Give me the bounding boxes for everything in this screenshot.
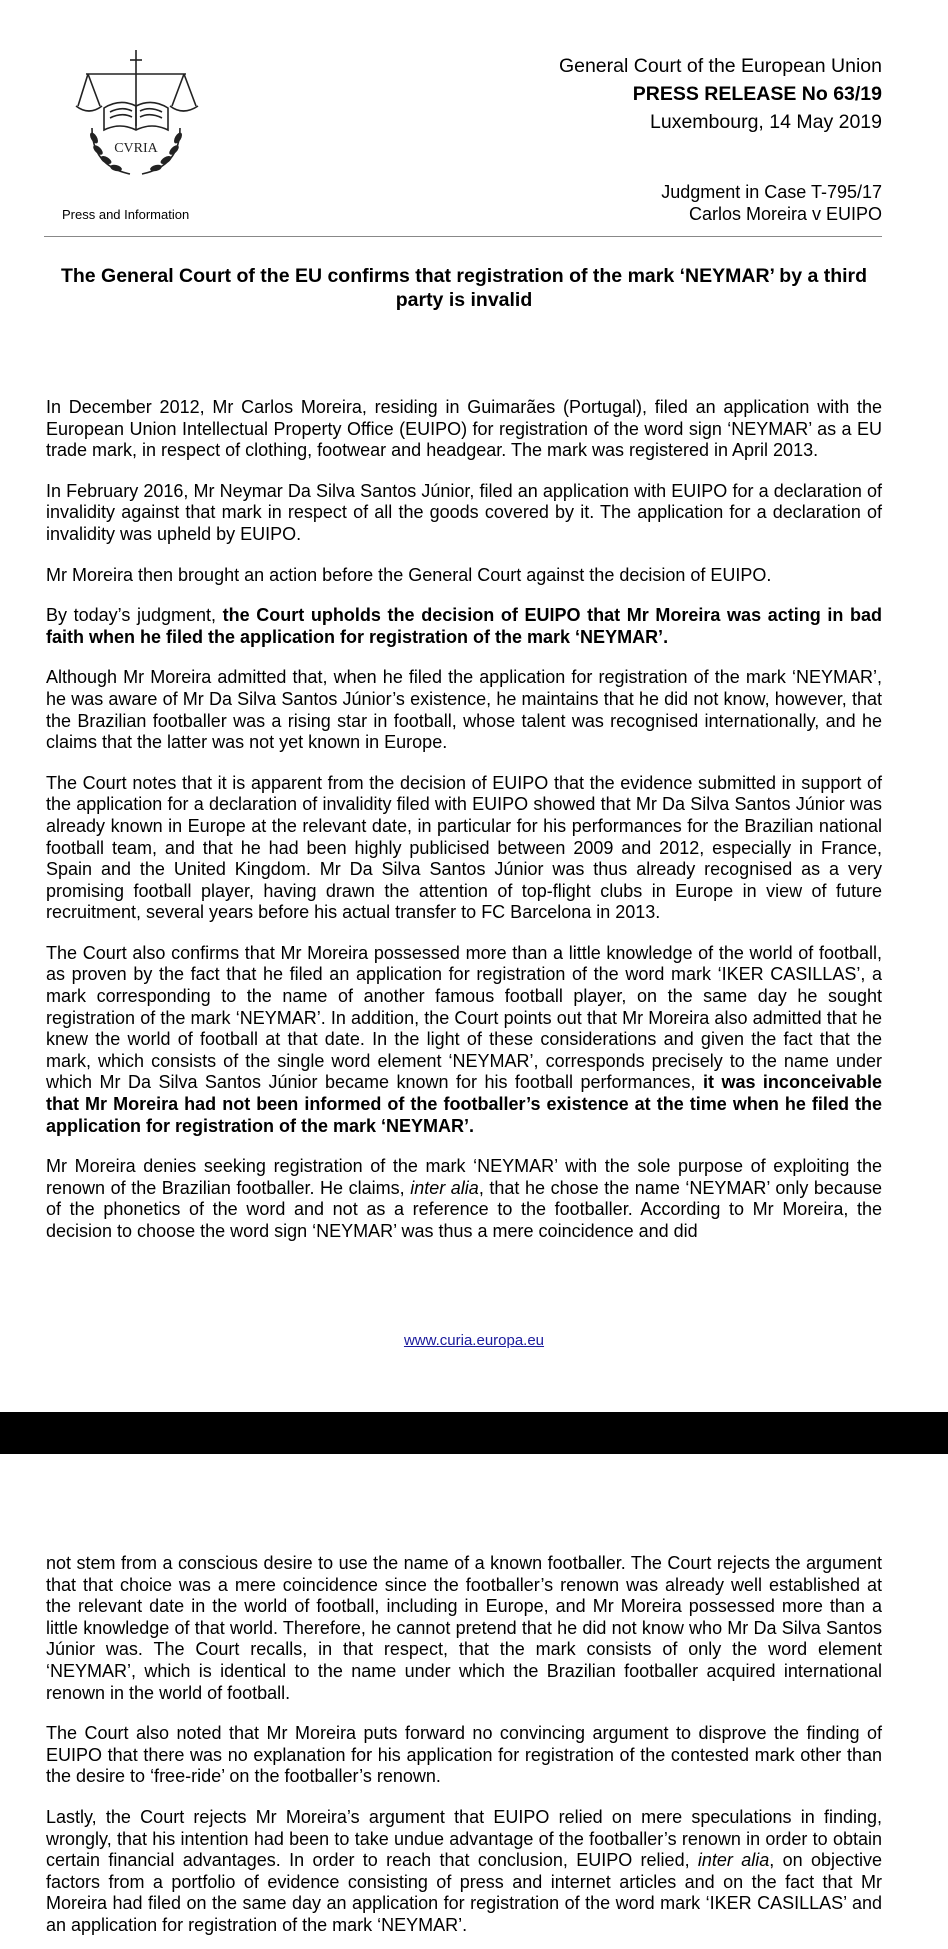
header-block	[559, 52, 882, 136]
court-name: General Court of the European Union	[558, 55, 882, 77]
header-divider	[44, 236, 882, 237]
curia-logo	[70, 48, 202, 188]
paragraph-1: In December 2012, Mr Carlos Moreira, residing in Guimarães (Portugal), filed an application with the European Union Intellectual Property Office (EUIPO) for registration of the word sign ‘NEYMAR’ as a EU trade mark, in respect of clothing, footwear and headgear. The mark was registered in April 2013.	[46, 397, 882, 461]
case-block	[661, 181, 882, 225]
paragraph-2: In February 2016, Mr Neymar Da Silva Santos Júnior, filed an application with EUIPO for a declaration of invalidity against that mark in respect of all the goods covered by it. The application for a declaration of invalidity was upheld by EUIPO.	[46, 480, 882, 544]
paragraph-4	[46, 605, 882, 648]
body-page-2	[46, 1553, 882, 1937]
paragraph-4-intro: By today’s judgment,	[46, 605, 223, 626]
paragraph-3: Mr Moreira then brought an action before the General Court against the decision of EUIPO.	[46, 564, 772, 585]
paragraph-7-text: The Court also confirms that Mr Moreira possessed more than a little knowledge of the world of football, as proven by the fact that he filed an application for registration of the word mark ‘IKER CASILLAS’, a mark corresponding to the name of another famous football player, on the same day he sought registration of the mark ‘NEYMAR’. In addition, the Court points out that Mr Moreira also admitted that he knew the world of football at that date. In the light of these considerations and given the fact that the mark, which consists of the single word element ‘NEYMAR’, corresponds precisely to the name under which Mr Da Silva Santos Júnior became known for his football performances,	[46, 942, 882, 1093]
paragraph-6: The Court notes that it is apparent from the decision of EUIPO that the evidence submitted in support of the application for a declaration of invalidity filed with EUIPO showed that Mr Da Silva Santos Júnior was already known in Europe at the relevant date, in particular for his performances for the Brazilian national football team, and that he had been highly publicised between 2009 and 2012, especially in France, Spain and the United Kingdom. Mr Da Silva Santos Júnior was thus already recognised as a very promising football player, having drawn the attention of top-flight clubs in Europe in view of future recruitment, several years before his actual transfer to FC Barcelona in 2013.	[46, 772, 882, 923]
paragraph-8-italic: inter alia	[410, 1177, 479, 1198]
press-info-label: Press and Information	[62, 207, 190, 222]
case-parties: Carlos Moreira v EUIPO	[688, 204, 882, 224]
footer	[0, 1332, 948, 1349]
headline: The General Court of the EU confirms that registration of the mark ‘NEYMAR’ by a third party is invalid	[60, 265, 868, 311]
paragraph-7-emphasis: it was inconceivable that Mr Moreira had not been informed of the footballer’s existence at the time when he filed the application for registration of the mark ‘NEYMAR’.	[46, 1072, 882, 1136]
paragraph-4-emphasis: the Court upholds the decision of EUIPO that Mr Moreira was acting in bad faith when he filed the application for registration of the mark ‘NEYMAR’.	[46, 605, 882, 647]
paragraph-9: not stem from a conscious desire to use the name of a known footballer. The Court rejects the argument that that choice was a mere coincidence since the footballer’s renown was already well established at the relevant date in the world of football, including in Europe, and Mr Moreira possessed more than a little knowledge of that world. Therefore, he cannot pretend that he did not know who Mr Da Silva Santos Júnior was. The Court recalls, in that respect, that the mark consists of only the word element ‘NEYMAR’, which is identical to the name under which the Brazilian footballer acquired international renown in the world of football.	[46, 1553, 882, 1703]
press-release-number: PRESS RELEASE No 63/19	[632, 83, 882, 105]
paragraph-8	[46, 1156, 882, 1242]
paragraph-11-text-a: Lastly, the Court rejects Mr Moreira’s argument that EUIPO relied on mere speculations in finding, wrongly, that his intention had been to take undue advantage of the footballer’s renown in order to obtain certain financial advantages. In order to reach that conclusion, EUIPO relied,	[46, 1806, 882, 1871]
paragraph-10: The Court also noted that Mr Moreira puts forward no convincing argument to disprove the finding of EUIPO that there was no explanation for his application for registration of the contested mark other than the desire to ‘free-ride’ on the footballer’s renown.	[46, 1723, 882, 1787]
judgment-case: Judgment in Case T-795/17	[661, 182, 882, 202]
body-page-1	[46, 397, 882, 1243]
paragraph-11-italic: inter alia	[697, 1850, 770, 1871]
paragraph-11-text-b: , on objective factors from a portfolio of evidence consisting of press and internet articles and on the fact that Mr Moreira had filed on the same day an application for registration of the word mark ‘IKER CASILLAS’ and an application for registration of the mark ‘NEYMAR’.	[46, 1850, 882, 1935]
paragraph-8-text-a: Mr Moreira denies seeking registration of the mark ‘NEYMAR’ with the sole purpose of exploiting the renown of the Brazilian footballer. He claims,	[46, 1156, 882, 1198]
place-date: Luxembourg, 14 May 2019	[650, 111, 882, 133]
curia-website-link[interactable]: www.curia.europa.eu	[403, 1332, 545, 1349]
logo-text: CVRIA	[114, 141, 158, 156]
paragraph-11	[46, 1807, 882, 1937]
page-break	[0, 1412, 948, 1454]
paragraph-5: Although Mr Moreira admitted that, when he filed the application for registration of the mark ‘NEYMAR’, he was aware of Mr Da Silva Santos Júnior’s existence, he maintains that he did not know, however, that the Brazilian footballer was a rising star in football, whose talent was recognised internationally, and he claims that the latter was not yet known in Europe.	[46, 667, 882, 753]
paragraph-7	[46, 943, 882, 1137]
paragraph-8-text-b: , that he chose the name ‘NEYMAR’ only because of the phonetics of the word and not as a reference to the footballer. According to Mr Moreira, the decision to choose the word sign ‘NEYMAR’ was thus a mere coincidence and did	[46, 1177, 882, 1241]
